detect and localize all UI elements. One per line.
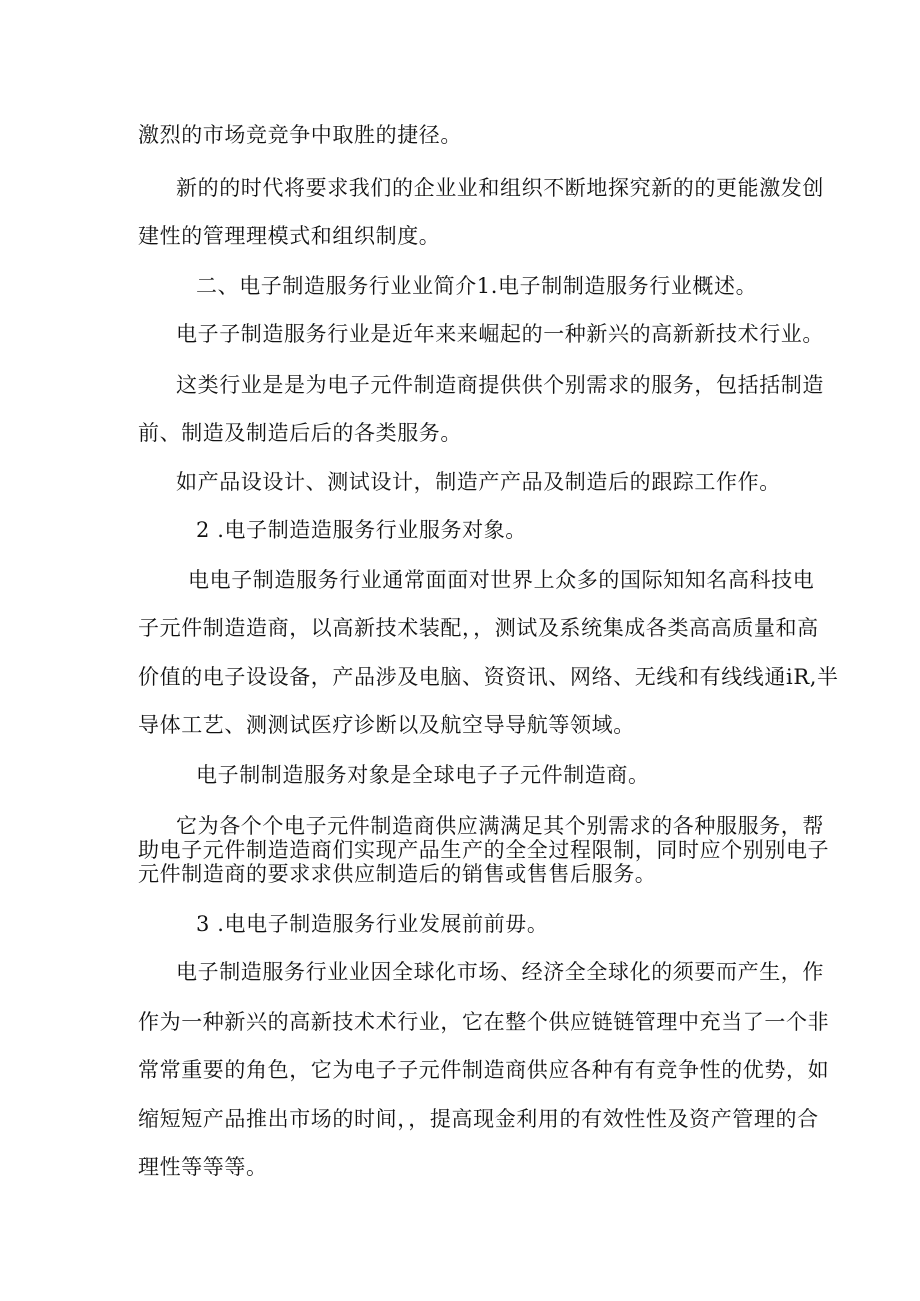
text-line-11: 子元件制造造商，以高新技术装配，，测试及系统集成各类高高质量和高 xyxy=(138,616,819,640)
text-line-1: 激烈的市场竞竞争中取胜的捷径。 xyxy=(138,123,462,147)
text-line-22: 缩短短产品推出市场的时间，，提高现金利用的有效性性及资产管理的合 xyxy=(138,1107,819,1131)
text-line-6: 这类行业是是为电子元件制造商提供供个别需求的服务，包括括制造 xyxy=(176,373,824,397)
text-line-21: 常常重要的角色，它为电子子元件制造商供应各种有有竞争性的优势，如 xyxy=(138,1058,830,1082)
text-line-4: 二、电子制造服务行业业简介1.电子制制造服务行业概述。 xyxy=(196,274,758,298)
text-line-19: 电子制造服务行业业因全球化市场、经济全全球化的须要而产生，作 xyxy=(176,960,824,984)
text-line-9: 2 .电子制造造服务行业服务对象。 xyxy=(196,518,527,542)
text-line-23: 理性等等等。 xyxy=(138,1155,268,1179)
text-line-8: 如产品设设计、测试设计，制造产产品及制造后的跟踪工作作。 xyxy=(176,470,781,494)
text-line-2: 新的的时代将要求我们的企业业和组织不断地探究新的的更能激发创 xyxy=(176,176,824,200)
text-line-18: 3 .电电子制造服务行业发展前前毋。 xyxy=(196,912,549,936)
text-line-10: 电电子制造服务行业通常面面对世界上众多的国际知知名高科技电 xyxy=(188,568,815,592)
text-line-17: 元件制造商的要求求供应制造后的销售或售售后服务。 xyxy=(138,862,657,886)
text-line-12: 价值的电子设设备，产品涉及电脑、资资讯、网络、无线和有线线通iR,半 xyxy=(138,665,839,689)
text-line-14: 电子制制造服务对象是全球电子子元件制造商。 xyxy=(196,763,650,787)
text-line-15: 它为各个个电子元件制造商供应满满足其个别需求的各种服服务，帮 xyxy=(176,814,824,838)
text-line-7: 前、制造及制造后后的各类服务。 xyxy=(138,421,462,445)
text-line-20: 作为一种新兴的高新技术术行业，它在整个供应链链管理中充当了一个非 xyxy=(138,1010,830,1034)
text-line-13: 导体工艺、测测试医疗诊断以及航空导导航等领域。 xyxy=(138,713,635,737)
text-line-5: 电子子制造服务行业是近年来来崛起的一种新兴的高新新技术行业。 xyxy=(176,322,824,346)
text-line-16: 助电子元件制造造商们实现产品生产的全全过程限制，同时应个别别电子 xyxy=(138,838,830,862)
text-line-3: 建性的管理理模式和组织制度。 xyxy=(138,224,441,248)
